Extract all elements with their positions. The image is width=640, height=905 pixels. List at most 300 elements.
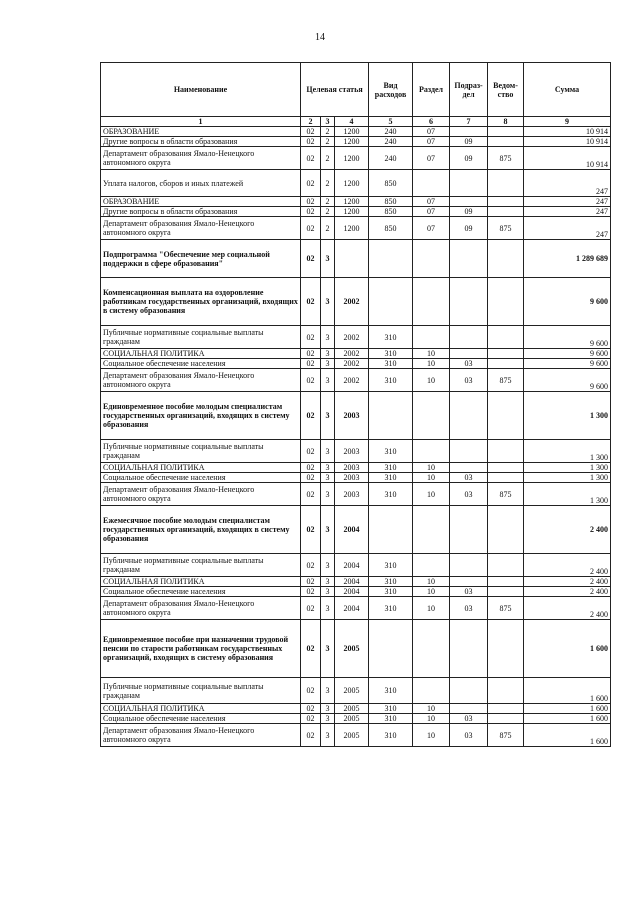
expense-kind: 310 [369, 554, 413, 577]
target-code-1: 02 [301, 473, 321, 483]
department-code [488, 137, 524, 147]
target-code-2: 3 [321, 704, 335, 714]
target-code-2: 3 [321, 554, 335, 577]
department-code [488, 440, 524, 463]
department-code [488, 506, 524, 554]
section-code: 07 [413, 207, 450, 217]
target-code-3: 2002 [335, 359, 369, 369]
table-row [101, 240, 611, 278]
target-code-2: 3 [321, 678, 335, 704]
table-row [101, 620, 611, 678]
section-code [413, 326, 450, 349]
department-code: 875 [488, 369, 524, 392]
target-code-3: 1200 [335, 217, 369, 240]
expense-kind: 850 [369, 197, 413, 207]
row-name: Социальное обеспечение населения [101, 714, 301, 724]
target-code-3: 2004 [335, 554, 369, 577]
section-code [413, 440, 450, 463]
subsection-code [450, 463, 488, 473]
section-code: 10 [413, 704, 450, 714]
expense-kind: 310 [369, 463, 413, 473]
subsection-code [450, 506, 488, 554]
row-name: СОЦИАЛЬНАЯ ПОЛИТИКА [101, 577, 301, 587]
row-sum: 247 [524, 207, 611, 217]
target-code-3: 2004 [335, 597, 369, 620]
subsection-code: 03 [450, 483, 488, 506]
expense-kind: 310 [369, 577, 413, 587]
section-code [413, 554, 450, 577]
section-code: 10 [413, 724, 450, 747]
section-code: 07 [413, 147, 450, 170]
column-number: 4 [335, 117, 369, 127]
target-code-2: 3 [321, 349, 335, 359]
table-row [101, 217, 611, 240]
department-code: 875 [488, 724, 524, 747]
table-row [101, 724, 611, 747]
target-code-2: 3 [321, 597, 335, 620]
subsection-code: 03 [450, 714, 488, 724]
section-code [413, 620, 450, 678]
target-code-1: 02 [301, 463, 321, 473]
department-code [488, 554, 524, 577]
department-code [488, 620, 524, 678]
target-code-2: 2 [321, 197, 335, 207]
department-code: 875 [488, 147, 524, 170]
section-code: 10 [413, 463, 450, 473]
section-code: 07 [413, 217, 450, 240]
target-code-3: 1200 [335, 137, 369, 147]
row-sum: 1 600 [524, 678, 611, 704]
column-number: 3 [321, 117, 335, 127]
row-name: Социальное обеспечение населения [101, 473, 301, 483]
subsection-code: 03 [450, 359, 488, 369]
target-code-3: 2005 [335, 620, 369, 678]
row-sum: 1 600 [524, 724, 611, 747]
target-code-1: 02 [301, 577, 321, 587]
target-code-3: 2002 [335, 278, 369, 326]
section-code: 10 [413, 349, 450, 359]
target-code-3: 1200 [335, 127, 369, 137]
row-sum: 2 400 [524, 506, 611, 554]
row-sum: 1 300 [524, 483, 611, 506]
subsection-code: 09 [450, 207, 488, 217]
expense-kind: 310 [369, 704, 413, 714]
row-name: Публичные нормативные социальные выплаты гражданам [101, 326, 301, 349]
expense-kind: 310 [369, 326, 413, 349]
header-kind: Вид расходов [369, 63, 413, 117]
target-code-1: 02 [301, 440, 321, 463]
section-code: 07 [413, 127, 450, 137]
section-code [413, 506, 450, 554]
department-code [488, 349, 524, 359]
target-code-1: 02 [301, 147, 321, 170]
target-code-2: 3 [321, 724, 335, 747]
target-code-1: 02 [301, 359, 321, 369]
expense-kind: 310 [369, 724, 413, 747]
table-row [101, 483, 611, 506]
subsection-code [450, 326, 488, 349]
target-code-3: 2002 [335, 326, 369, 349]
target-code-2: 3 [321, 473, 335, 483]
target-code-3: 2002 [335, 369, 369, 392]
target-code-2: 2 [321, 217, 335, 240]
row-sum: 1 600 [524, 714, 611, 724]
row-name: Департамент образования Ямало-Ненецкого автономного округа [101, 724, 301, 747]
target-code-1: 02 [301, 278, 321, 326]
table-row [101, 473, 611, 483]
department-code: 875 [488, 217, 524, 240]
target-code-1: 02 [301, 714, 321, 724]
row-sum: 1 300 [524, 392, 611, 440]
row-name: Социальное обеспечение населения [101, 359, 301, 369]
subsection-code: 09 [450, 147, 488, 170]
row-name: ОБРАЗОВАНИЕ [101, 197, 301, 207]
header-row [101, 63, 611, 117]
section-code [413, 170, 450, 197]
table-row [101, 678, 611, 704]
target-code-2: 3 [321, 392, 335, 440]
expense-kind [369, 620, 413, 678]
department-code: 875 [488, 597, 524, 620]
target-code-1: 02 [301, 620, 321, 678]
table-row [101, 714, 611, 724]
target-code-3: 2004 [335, 587, 369, 597]
target-code-2: 3 [321, 714, 335, 724]
target-code-2: 2 [321, 207, 335, 217]
subsection-code [450, 620, 488, 678]
target-code-2: 2 [321, 137, 335, 147]
row-sum: 1 300 [524, 440, 611, 463]
department-code [488, 678, 524, 704]
row-name: Единовременное пособие при назначении трудовой пенсии по старости работникам государственных организаций, входящих в систему образования [101, 620, 301, 678]
expense-kind: 240 [369, 127, 413, 137]
row-name: Другие вопросы в области образования [101, 137, 301, 147]
target-code-3: 1200 [335, 197, 369, 207]
row-sum: 10 914 [524, 147, 611, 170]
target-code-2: 3 [321, 587, 335, 597]
column-number: 1 [101, 117, 301, 127]
section-code [413, 278, 450, 326]
expense-kind: 310 [369, 483, 413, 506]
expense-kind: 310 [369, 678, 413, 704]
table-row [101, 577, 611, 587]
target-code-2: 3 [321, 369, 335, 392]
expense-kind: 310 [369, 440, 413, 463]
row-name: Ежемесячное пособие молодым специалистам государственных организаций, входящих в систему образования [101, 506, 301, 554]
subsection-code [450, 349, 488, 359]
department-code: 875 [488, 483, 524, 506]
target-code-2: 3 [321, 240, 335, 278]
table-row [101, 326, 611, 349]
column-number-row [101, 117, 611, 127]
column-number: 8 [488, 117, 524, 127]
row-sum: 9 600 [524, 369, 611, 392]
row-sum: 9 600 [524, 326, 611, 349]
target-code-2: 3 [321, 326, 335, 349]
row-sum: 1 600 [524, 620, 611, 678]
table-row [101, 197, 611, 207]
table-row [101, 127, 611, 137]
subsection-code [450, 240, 488, 278]
row-name: Уплата налогов, сборов и иных платежей [101, 170, 301, 197]
expense-kind: 850 [369, 207, 413, 217]
subsection-code: 03 [450, 473, 488, 483]
table-row [101, 587, 611, 597]
table-row [101, 278, 611, 326]
expense-kind: 310 [369, 349, 413, 359]
target-code-3: 2003 [335, 392, 369, 440]
expense-kind [369, 240, 413, 278]
section-code: 10 [413, 714, 450, 724]
section-code: 10 [413, 473, 450, 483]
row-name: СОЦИАЛЬНАЯ ПОЛИТИКА [101, 704, 301, 714]
budget-table [100, 62, 611, 747]
department-code [488, 714, 524, 724]
department-code [488, 170, 524, 197]
target-code-1: 02 [301, 137, 321, 147]
target-code-2: 2 [321, 127, 335, 137]
header-subsection: Подраз-дел [450, 63, 488, 117]
target-code-1: 02 [301, 326, 321, 349]
row-name: Социальное обеспечение населения [101, 587, 301, 597]
row-sum: 2 400 [524, 587, 611, 597]
subsection-code [450, 197, 488, 207]
department-code [488, 473, 524, 483]
target-code-3 [335, 240, 369, 278]
target-code-1: 02 [301, 217, 321, 240]
target-code-1: 02 [301, 240, 321, 278]
subsection-code [450, 577, 488, 587]
target-code-1: 02 [301, 170, 321, 197]
table-row [101, 463, 611, 473]
expense-kind: 310 [369, 714, 413, 724]
header-name: Наименование [101, 63, 301, 117]
department-code [488, 207, 524, 217]
row-sum: 2 400 [524, 597, 611, 620]
expense-kind: 240 [369, 147, 413, 170]
row-name: СОЦИАЛЬНАЯ ПОЛИТИКА [101, 463, 301, 473]
table-row [101, 554, 611, 577]
target-code-2: 2 [321, 170, 335, 197]
target-code-3: 2005 [335, 714, 369, 724]
subsection-code: 03 [450, 597, 488, 620]
row-sum: 1 600 [524, 704, 611, 714]
expense-kind: 310 [369, 359, 413, 369]
target-code-2: 3 [321, 463, 335, 473]
target-code-3: 2005 [335, 724, 369, 747]
table-row [101, 440, 611, 463]
target-code-2: 3 [321, 359, 335, 369]
table-row [101, 369, 611, 392]
row-name: Другие вопросы в области образования [101, 207, 301, 217]
row-name: Департамент образования Ямало-Ненецкого автономного округа [101, 597, 301, 620]
expense-kind: 310 [369, 597, 413, 620]
target-code-1: 02 [301, 349, 321, 359]
target-code-2: 3 [321, 506, 335, 554]
section-code: 10 [413, 587, 450, 597]
table-row [101, 147, 611, 170]
department-code [488, 392, 524, 440]
target-code-2: 3 [321, 483, 335, 506]
subsection-code [450, 127, 488, 137]
section-code [413, 240, 450, 278]
target-code-2: 3 [321, 620, 335, 678]
table-row [101, 207, 611, 217]
subsection-code: 03 [450, 587, 488, 597]
target-code-3: 1200 [335, 207, 369, 217]
target-code-2: 3 [321, 440, 335, 463]
target-code-1: 02 [301, 483, 321, 506]
subsection-code: 03 [450, 369, 488, 392]
row-name: Департамент образования Ямало-Ненецкого автономного округа [101, 217, 301, 240]
section-code [413, 678, 450, 704]
expense-kind [369, 506, 413, 554]
section-code: 10 [413, 597, 450, 620]
row-name: Департамент образования Ямало-Ненецкого автономного округа [101, 369, 301, 392]
section-code: 10 [413, 577, 450, 587]
target-code-1: 02 [301, 587, 321, 597]
target-code-3: 2005 [335, 678, 369, 704]
row-sum: 1 289 689 [524, 240, 611, 278]
subsection-code [450, 170, 488, 197]
target-code-3: 1200 [335, 170, 369, 197]
department-code [488, 197, 524, 207]
expense-kind: 240 [369, 137, 413, 147]
column-number: 5 [369, 117, 413, 127]
subsection-code [450, 392, 488, 440]
target-code-3: 2003 [335, 473, 369, 483]
table-row [101, 704, 611, 714]
target-code-1: 02 [301, 506, 321, 554]
table-body [101, 127, 611, 747]
column-number: 6 [413, 117, 450, 127]
expense-kind: 310 [369, 587, 413, 597]
table-row [101, 506, 611, 554]
target-code-1: 02 [301, 724, 321, 747]
row-name: Департамент образования Ямало-Ненецкого автономного округа [101, 483, 301, 506]
row-sum: 247 [524, 217, 611, 240]
expense-kind: 850 [369, 170, 413, 197]
section-code [413, 392, 450, 440]
section-code: 10 [413, 369, 450, 392]
row-name: СОЦИАЛЬНАЯ ПОЛИТИКА [101, 349, 301, 359]
target-code-3: 1200 [335, 147, 369, 170]
department-code [488, 463, 524, 473]
table-row [101, 392, 611, 440]
row-sum: 1 300 [524, 463, 611, 473]
target-code-1: 02 [301, 678, 321, 704]
row-sum: 10 914 [524, 137, 611, 147]
header-department: Ведом-ство [488, 63, 524, 117]
table-row [101, 597, 611, 620]
column-number: 9 [524, 117, 611, 127]
section-code: 10 [413, 359, 450, 369]
target-code-3: 2005 [335, 704, 369, 714]
row-sum: 9 600 [524, 278, 611, 326]
target-code-1: 02 [301, 597, 321, 620]
row-name: ОБРАЗОВАНИЕ [101, 127, 301, 137]
target-code-3: 2003 [335, 483, 369, 506]
subsection-code: 09 [450, 137, 488, 147]
department-code [488, 278, 524, 326]
table-row [101, 137, 611, 147]
table-row [101, 170, 611, 197]
header-section: Раздел [413, 63, 450, 117]
subsection-code: 09 [450, 217, 488, 240]
department-code [488, 587, 524, 597]
column-number: 2 [301, 117, 321, 127]
expense-kind: 310 [369, 369, 413, 392]
target-code-3: 2003 [335, 463, 369, 473]
row-name: Публичные нормативные социальные выплаты гражданам [101, 554, 301, 577]
column-number: 7 [450, 117, 488, 127]
target-code-2: 2 [321, 147, 335, 170]
row-sum: 9 600 [524, 349, 611, 359]
row-name: Публичные нормативные социальные выплаты гражданам [101, 440, 301, 463]
row-name: Компенсационная выплата на оздоровление работникам государственных организаций, входящих в систему образования [101, 278, 301, 326]
table-row [101, 349, 611, 359]
subsection-code [450, 704, 488, 714]
subsection-code [450, 278, 488, 326]
section-code: 10 [413, 483, 450, 506]
target-code-2: 3 [321, 278, 335, 326]
target-code-1: 02 [301, 392, 321, 440]
row-sum: 2 400 [524, 577, 611, 587]
section-code: 07 [413, 137, 450, 147]
department-code [488, 359, 524, 369]
department-code [488, 704, 524, 714]
target-code-1: 02 [301, 207, 321, 217]
row-name: Подпрограмма "Обеспечение мер социальной поддержки в сфере образования" [101, 240, 301, 278]
target-code-1: 02 [301, 369, 321, 392]
target-code-3: 2004 [335, 506, 369, 554]
row-name: Департамент образования Ямало-Ненецкого автономного округа [101, 147, 301, 170]
subsection-code [450, 440, 488, 463]
subsection-code: 03 [450, 724, 488, 747]
row-sum: 2 400 [524, 554, 611, 577]
row-sum: 247 [524, 197, 611, 207]
header-target: Целевая статья [301, 63, 369, 117]
target-code-1: 02 [301, 197, 321, 207]
target-code-3: 2002 [335, 349, 369, 359]
department-code [488, 326, 524, 349]
row-sum: 9 600 [524, 359, 611, 369]
target-code-1: 02 [301, 554, 321, 577]
row-sum: 10 914 [524, 127, 611, 137]
page-number: 14 [315, 32, 325, 43]
target-code-1: 02 [301, 704, 321, 714]
expense-kind: 850 [369, 217, 413, 240]
department-code [488, 577, 524, 587]
row-sum: 247 [524, 170, 611, 197]
subsection-code [450, 554, 488, 577]
expense-kind [369, 278, 413, 326]
table-row [101, 359, 611, 369]
target-code-3: 2003 [335, 440, 369, 463]
subsection-code [450, 678, 488, 704]
row-name: Публичные нормативные социальные выплаты гражданам [101, 678, 301, 704]
target-code-1: 02 [301, 127, 321, 137]
expense-kind: 310 [369, 473, 413, 483]
target-code-2: 3 [321, 577, 335, 587]
row-sum: 1 300 [524, 473, 611, 483]
department-code [488, 240, 524, 278]
target-code-3: 2004 [335, 577, 369, 587]
row-name: Единовременное пособие молодым специалистам государственных организаций, входящих в систему образования [101, 392, 301, 440]
department-code [488, 127, 524, 137]
expense-kind [369, 392, 413, 440]
header-sum: Сумма [524, 63, 611, 117]
